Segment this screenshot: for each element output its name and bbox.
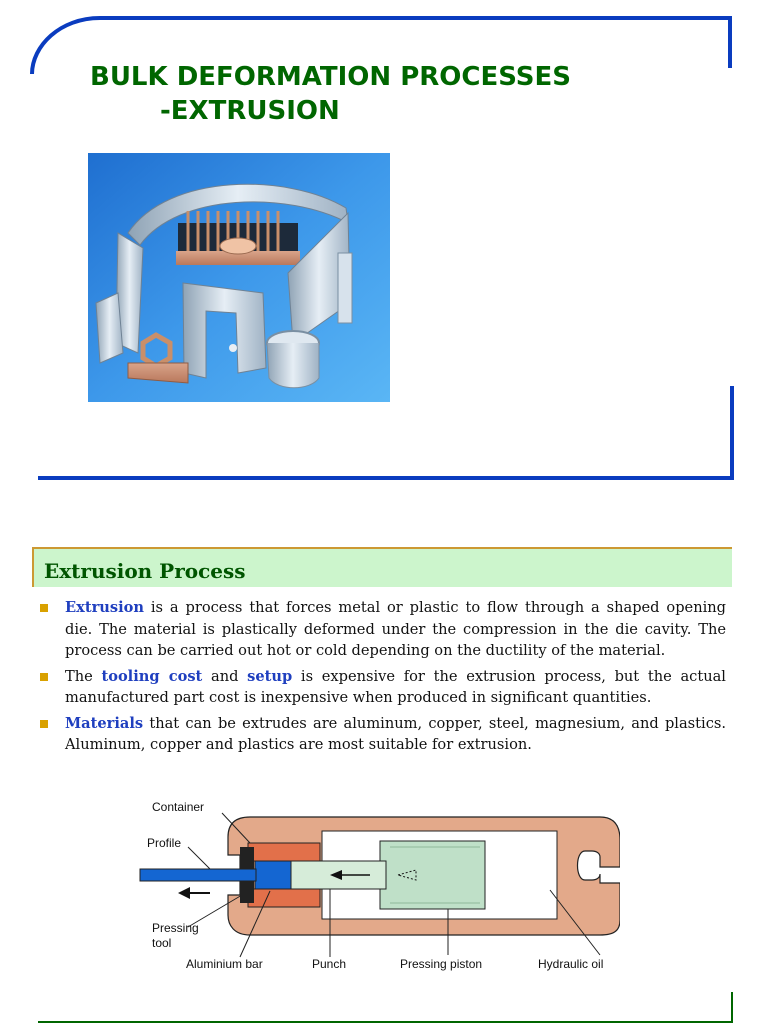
label-pressing-tool-2: tool — [152, 936, 172, 950]
title-line-2: -EXTRUSION — [160, 96, 340, 126]
bullet-item — [40, 713, 726, 756]
extruded-profiles-photo — [88, 153, 390, 402]
label-aluminium-bar: Aluminium bar — [186, 957, 263, 971]
bullet-item — [40, 597, 726, 662]
keyword: tooling cost — [101, 667, 203, 685]
label-hydraulic-oil: Hydraulic oil — [538, 957, 604, 971]
bullet-square-icon — [40, 720, 48, 728]
title-line-1: BULK DEFORMATION PROCESSES — [90, 62, 572, 92]
keyword: Materials — [65, 714, 144, 732]
section-heading-bar — [32, 547, 732, 587]
bullet-text: and — [202, 667, 248, 685]
label-pressing-piston: Pressing piston — [400, 957, 483, 971]
extrusion-press-diagram — [130, 795, 620, 980]
keyword: setup — [247, 667, 293, 685]
bullet-square-icon — [40, 604, 48, 612]
slide-title — [90, 60, 571, 128]
keyword: Extrusion — [65, 599, 144, 616]
section-heading: Extrusion Process — [44, 559, 246, 583]
slide-frame-footer — [38, 992, 736, 1024]
label-profile: Profile — [147, 836, 182, 850]
label-punch: Punch — [312, 957, 347, 971]
bullet-list — [40, 597, 726, 760]
bullet-text: is a process that forces metal or plastic to flow through a shaped opening die. The material is plastically deformed under the compression in the die cavity. The process can be carried out hot or cold depending on the ductility of the material. — [65, 599, 726, 659]
bullet-text: that can be extrudes are aluminum, copper, steel, magnesium, and plastics. Aluminum, copper and plastics are most suitable for extrusion. — [65, 714, 726, 753]
label-container: Container — [152, 800, 205, 814]
bullet-item — [40, 666, 726, 709]
bullet-square-icon — [40, 673, 48, 681]
label-pressing-tool-1: Pressing — [152, 921, 199, 935]
slide-frame-bottom — [38, 386, 736, 482]
bullet-text: is expensive for the extrusion process, but the actual manufactured part cost is inexpensive when produced in significant quantities. — [65, 667, 726, 706]
bullet-text: The — [65, 667, 102, 685]
